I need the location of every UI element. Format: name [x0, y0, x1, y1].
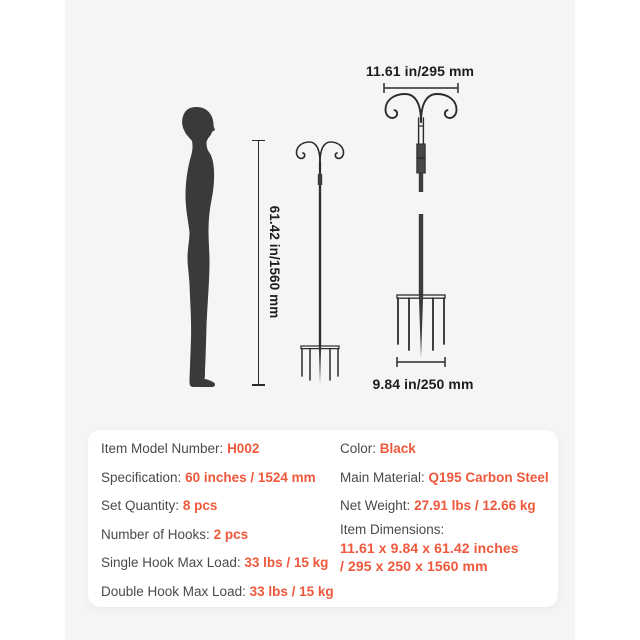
spec-label: Single Hook Max Load: [101, 555, 241, 570]
spec-value: 8 pcs [182, 498, 218, 513]
top-width-dimension-line [384, 83, 458, 93]
spec-row-net-weight [340, 496, 536, 516]
spec-value: Black [379, 441, 416, 456]
human-silhouette [168, 104, 228, 390]
spec-label: Set Quantity: [101, 498, 180, 513]
spec-row-main-material [340, 468, 549, 488]
spec-label: Item Dimensions: [340, 522, 445, 537]
height-dimension-label: 61.42 in/1560 mm [267, 205, 282, 319]
height-dimension-line [258, 140, 260, 385]
height-dimension-cap-top [252, 140, 265, 142]
spec-row-double-hook-load [101, 582, 334, 602]
spec-label: Double Hook Max Load: [101, 583, 246, 599]
spec-label: Number of Hooks: [101, 526, 210, 542]
spec-row-specification [101, 468, 316, 488]
spec-row-number-of-hooks [101, 525, 248, 545]
pole-full-figure [292, 136, 350, 388]
spec-label: Specification: [101, 469, 182, 485]
base-width-dimension-line [397, 357, 445, 367]
spec-label: Main Material: [340, 469, 425, 485]
spec-item-dimensions-value-line-1: 11.61 x 9.84 x 61.42 inches [340, 540, 519, 556]
spec-row-item-dimensions-label [340, 520, 444, 540]
height-dimension-cap-bottom [252, 384, 265, 386]
spec-value: 60 inches / 1524 mm [185, 469, 316, 485]
spec-label: Net Weight: [340, 498, 411, 513]
spec-value: 2 pcs [213, 526, 249, 542]
spec-value: 33 lbs / 15 kg [244, 555, 329, 570]
spec-value: Q195 Carbon Steel [428, 469, 549, 485]
spec-item-dimensions-value-line-2: / 295 x 250 x 1560 mm [340, 557, 488, 574]
spec-value: H002 [227, 441, 260, 456]
spec-row-color [340, 439, 416, 459]
spec-value: 27.91 lbs / 12.66 kg [414, 498, 536, 513]
spec-row-single-hook-load [101, 553, 328, 573]
spec-card [88, 430, 558, 607]
spec-label: Color: [340, 441, 377, 456]
spec-value: 33 lbs / 15 kg [249, 583, 334, 599]
top-width-dimension-label: 11.61 in/295 mm [365, 63, 475, 79]
base-width-dimension-label: 9.84 in/250 mm [372, 376, 474, 392]
spec-row-set-quantity [101, 496, 217, 516]
spec-label: Item Model Number: [101, 441, 224, 456]
pole-detail-figure [376, 82, 466, 374]
spec-row-model [101, 439, 259, 459]
